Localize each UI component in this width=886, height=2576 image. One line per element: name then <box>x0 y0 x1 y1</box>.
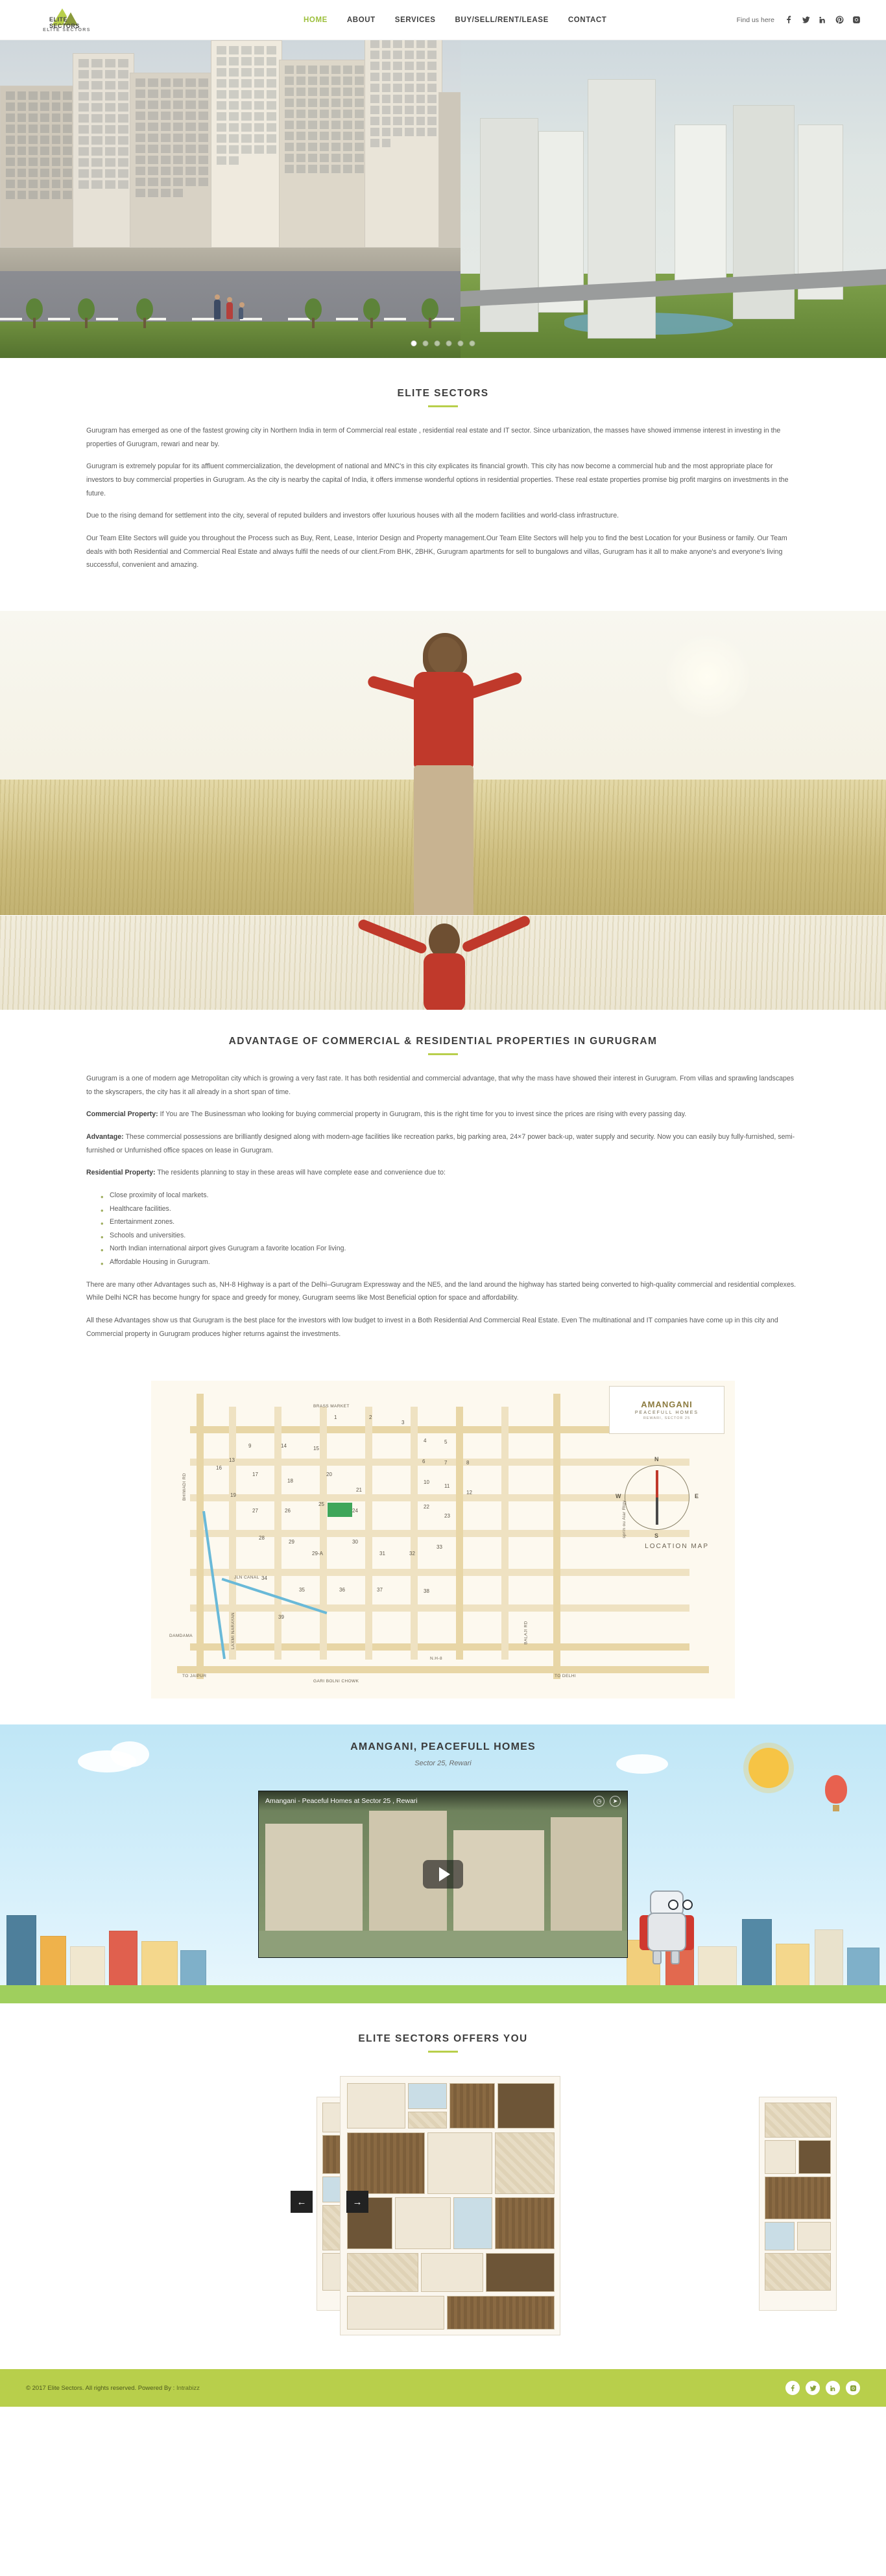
location-map-section <box>0 1369 886 1724</box>
logo-tagline: ELITE SECTORS <box>43 28 91 32</box>
list-item: • Healthcare facilities. <box>110 1202 800 1216</box>
list-item: • Schools and universities. <box>110 1229 800 1243</box>
compass-east-label: E <box>694 1493 699 1500</box>
map-plot-number: 14 <box>281 1443 287 1449</box>
floorplan-carousel[interactable] <box>0 2071 886 2343</box>
map-plot-number: 33 <box>437 1544 442 1551</box>
footer-powered-by-link[interactable]: Intrabizz <box>176 2384 200 2392</box>
logo-wordmark: ELITE SECTORS <box>49 16 80 29</box>
footer-copyright-text: © 2017 Elite Sectors. All rights reserved. Powered By : <box>26 2384 175 2392</box>
hero-slider-dots[interactable] <box>411 340 475 346</box>
intro-paragraph-1: Gurugram has emerged as one of the fastest growing city in Northern India in term of Commercial real estate , residential real estate and IT sector. Since urbanization, the masses have showed immense interest in investing in the properties of Gurugram, rewari and near by. <box>86 427 781 448</box>
commercial-property-text: If You are The Businessman who looking for buying commercial property in Gurugram, this is the right time for you to invest since the prices are rising with every passing day. <box>158 1110 687 1119</box>
map-plot-number: 38 <box>424 1588 429 1595</box>
map-plot-number: 20 <box>326 1472 332 1478</box>
commercial-property-line <box>86 1108 800 1121</box>
map-plot-number: 28 <box>259 1535 265 1542</box>
location-map-image[interactable] <box>151 1381 735 1699</box>
map-plot-number: 26 <box>285 1508 291 1514</box>
map-label-to-delhi: TO DELHI <box>555 1674 577 1679</box>
video-title: Amangani - Peaceful Homes at Sector 25 , Rewari <box>265 1797 418 1806</box>
hero-image-aerial <box>461 40 886 358</box>
video-top-bar <box>259 1791 627 1811</box>
map-plot-number: 2 <box>369 1414 372 1421</box>
compass-north-label: N <box>654 1456 659 1463</box>
advantage-bullet-list <box>110 1189 800 1269</box>
amangani-section <box>0 1724 886 2003</box>
map-label-balaji-rd: BALAJI RD <box>523 1621 529 1645</box>
map-plot-number: 10 <box>424 1479 429 1486</box>
title-underline <box>428 405 458 407</box>
hero-dot-3[interactable] <box>435 340 440 346</box>
highlighted-plot <box>328 1503 352 1517</box>
intro-section <box>0 358 886 611</box>
share-icon[interactable]: ➤ <box>610 1796 621 1807</box>
map-plot-number: 9 <box>248 1443 252 1449</box>
compass-icon <box>616 1456 699 1540</box>
map-project-card <box>609 1386 724 1434</box>
list-item: • Entertainment zones. <box>110 1215 800 1229</box>
map-plot-number: 12 <box>466 1490 472 1496</box>
map-plot-number: 27 <box>252 1508 258 1514</box>
list-item: • Affordable Housing in Gurugram. <box>110 1256 800 1269</box>
map-label-damdama: DAMDAMA <box>169 1634 193 1639</box>
intro-title: ELITE SECTORS <box>397 388 489 399</box>
hero-slider[interactable] <box>0 40 886 358</box>
lifestyle-banner-second <box>0 916 886 1010</box>
nav-item-home[interactable]: HOME <box>304 16 328 24</box>
map-plot-number: 3 <box>401 1420 405 1426</box>
map-plot-number: 16 <box>216 1465 222 1472</box>
map-plot-number: 31 <box>379 1551 385 1557</box>
play-icon[interactable] <box>423 1860 463 1889</box>
map-plot-number: 21 <box>356 1487 362 1494</box>
find-us-label: Find us here <box>736 16 774 24</box>
commercial-property-label: Commercial Property: <box>86 1110 158 1119</box>
advantage-section <box>0 1010 886 1370</box>
map-plot-number: 29-A <box>312 1551 323 1557</box>
map-plot-number: 7 <box>444 1460 448 1466</box>
advantage-title-underline <box>428 1053 458 1055</box>
carousel-prev-button[interactable]: ← <box>291 2191 313 2213</box>
advantage-line <box>86 1130 800 1157</box>
map-plot-number: 19 <box>230 1492 236 1499</box>
nav-item-services[interactable]: SERVICES <box>394 16 436 24</box>
location-map-label: LOCATION MAP <box>645 1543 709 1551</box>
map-label-laxmi-narayan: LAXMI NARAYAN <box>230 1612 235 1650</box>
pinterest-icon[interactable] <box>835 15 844 25</box>
hero-image-residential <box>0 40 461 358</box>
residential-property-text: The residents planning to stay in these areas will have complete ease and convenience due to: <box>155 1169 446 1177</box>
offers-section <box>0 2003 886 2369</box>
map-plot-number: 39 <box>278 1614 284 1621</box>
twitter-icon[interactable] <box>806 2381 820 2395</box>
hero-dot-5[interactable] <box>458 340 464 346</box>
intro-paragraph-4: Our Team Elite Sectors will guide you throughout the Process such as Buy, Rent, Lease, Interior Design and Property management.Our Team Elite Sectors will help you to find the best Location for your Business or family. Our Team deals with both Residential and Commercial Real Estate and always fulfil the needs of our client.From BHK, 2BHK, Gurugram apartments for sell to bungalows and villas, Gurugram has it all to make anyone's and everyone's living successful, convenient and amazing. <box>86 534 787 569</box>
sun-icon <box>748 1748 789 1788</box>
map-label-to-jaipur: TO JAIPUR <box>182 1674 207 1679</box>
carousel-next-button[interactable]: → <box>346 2191 368 2213</box>
compass-south-label: S <box>654 1532 659 1540</box>
banner-figure <box>368 637 518 916</box>
intro-paragraph-2: Gurugram is extremely popular for its affluent commercialization, the development of national and MNC's in this city explicates its financial growth. This city has now become a commercial hub and the most appropriate place for investors to buy commercial properties in Gurugram. As the city is nearby the capital of India, it offers immense wonderful options in residential properties. These real estate properties promise big profit margins on investments in the future. <box>86 462 789 497</box>
map-plot-number: 18 <box>287 1478 293 1485</box>
map-label-nh8: N.H-8 <box>430 1656 442 1662</box>
map-plot-number: 37 <box>377 1587 383 1593</box>
instagram-icon[interactable] <box>852 15 861 25</box>
list-item: • Close proximity of local markets. <box>110 1189 800 1202</box>
site-footer <box>0 2369 886 2407</box>
logo[interactable] <box>25 7 109 32</box>
advantage-text: These commercial possessions are brilliantly designed along with modern-age facilities like recreation parks, big parking area, 24×7 power back-up, water supply and security. Now you can easily buy fully-furnished, semi-furnished or Unfurnished office spaces on lease in Gurugram. <box>86 1132 795 1154</box>
residential-property-label: Residential Property: <box>86 1169 156 1177</box>
header-social-area <box>737 15 861 25</box>
lifestyle-banner <box>0 611 886 916</box>
floorplan-right[interactable] <box>759 2097 837 2311</box>
map-plot-number: 32 <box>409 1551 415 1557</box>
map-plot-number: 30 <box>352 1539 358 1545</box>
map-plot-number: 23 <box>444 1513 450 1520</box>
hero-dot-2[interactable] <box>423 340 429 346</box>
map-plot-number: 29 <box>289 1539 294 1545</box>
nav-item-contact[interactable]: CONTACT <box>568 16 607 24</box>
hero-dot-4[interactable] <box>446 340 452 346</box>
site-header <box>0 0 886 40</box>
floorplan-center[interactable] <box>340 2076 560 2335</box>
advantage-closing-1: There are many other Advantages such as, NH-8 Highway is a part of the Delhi–Gurugram Expressway and the NE5, and the land around the highway has started being converted to high-quality commercial and residential complexes. While Delhi NCR has become hungry for space and greedy for money, Gurugram seems like Most Beneficial option for space and affordability. <box>86 1280 796 1302</box>
map-plot-number: 34 <box>261 1575 267 1582</box>
map-plot-number: 15 <box>313 1446 319 1452</box>
linkedin-icon[interactable] <box>826 2381 840 2395</box>
main-navigation <box>304 12 606 28</box>
map-label-bhiwadi-rd: BHIWADI RD <box>182 1473 187 1501</box>
twitter-icon[interactable] <box>801 15 811 25</box>
advantage-closing-2: All these Advantages show us that Gurugram is the best place for the investors with low budget to invest in a Both Residential And Commercial Real Estate. Even The multinational and IT companies have come up in this city and Commercial property in Gurugram produces higher returns against the investments. <box>86 1317 778 1338</box>
map-plot-number: 1 <box>334 1414 337 1421</box>
offers-title-underline <box>428 2051 458 2053</box>
hero-dot-6[interactable] <box>470 340 475 346</box>
map-card-title: AMANGANI <box>641 1400 693 1410</box>
compass-west-label: W <box>616 1493 621 1500</box>
map-plot-number: 24 <box>352 1508 358 1514</box>
intro-paragraph-3: Due to the rising demand for settlement into the city, several of reputed builders and investors offer luxurious houses with all the modern facilities and world-class infrastructure. <box>86 512 619 520</box>
map-plot-number: 4 <box>424 1438 427 1444</box>
footer-copyright <box>26 2385 200 2392</box>
youtube-video-player[interactable] <box>258 1791 628 1958</box>
footer-social <box>785 2381 860 2395</box>
facebook-icon[interactable] <box>785 2381 800 2395</box>
map-label-side: sprin ou Aiar Rtgy <box>621 1500 627 1539</box>
map-plot-number: 25 <box>318 1501 324 1508</box>
map-plot-number: 36 <box>339 1587 345 1593</box>
map-label-gari-bolni-chowk: GARI BOLNI CHOWK <box>313 1679 359 1684</box>
map-card-location: REWARI, SECTOR 25 <box>643 1416 691 1421</box>
map-plot-number: 17 <box>252 1472 258 1478</box>
amangani-title: AMANGANI, PEACEFULL HOMES <box>350 1741 536 1753</box>
offers-title: ELITE SECTORS OFFERS YOU <box>358 2033 528 2045</box>
linkedin-icon[interactable] <box>818 15 828 25</box>
map-label-brass-market: BRASS MARKET <box>313 1404 350 1409</box>
amangani-subtitle: Sector 25, Rewari <box>414 1759 472 1768</box>
watch-later-icon[interactable]: ◷ <box>593 1796 605 1807</box>
nav-item-about[interactable]: ABOUT <box>346 16 376 24</box>
hot-air-balloon-icon <box>825 1775 847 1804</box>
nav-item-buy-sell-rent-lease[interactable]: BUY/SELL/RENT/LEASE <box>455 16 549 24</box>
map-plot-number: 11 <box>444 1483 450 1490</box>
residential-property-line <box>86 1166 800 1180</box>
map-plot-number: 6 <box>422 1459 425 1465</box>
map-card-subtitle: PEACEFULL HOMES <box>634 1411 699 1416</box>
list-item: • North Indian international airport gives Gurugram a favorite location For living. <box>110 1242 800 1256</box>
map-plot-number: 13 <box>229 1457 235 1464</box>
map-plot-number: 8 <box>466 1460 470 1466</box>
robot-mascot-icon <box>636 1889 698 1966</box>
map-label-jln-canal: JLN CANAL <box>234 1575 259 1580</box>
hero-dot-1[interactable] <box>411 340 417 346</box>
advantage-title: ADVANTAGE OF COMMERCIAL & RESIDENTIAL PROPERTIES IN GURUGRAM <box>228 1035 658 1047</box>
map-plot-number: 5 <box>444 1439 448 1446</box>
logo-mark-icon <box>49 7 84 27</box>
advantage-label: Advantage: <box>86 1132 124 1141</box>
map-plot-number: 35 <box>299 1587 305 1593</box>
map-plot-number: 22 <box>424 1504 429 1510</box>
instagram-icon[interactable] <box>846 2381 860 2395</box>
advantage-intro: Gurugram is a one of modern age Metropolitan city which is growing a very fast rate. It has both residential and commercial advantage, that why the mass have showed their interest in Gurugram. From villas and sprawling landscapes to the skyscrapers, the city has it all already in a short span of time. <box>86 1074 795 1096</box>
facebook-icon[interactable] <box>784 15 794 25</box>
